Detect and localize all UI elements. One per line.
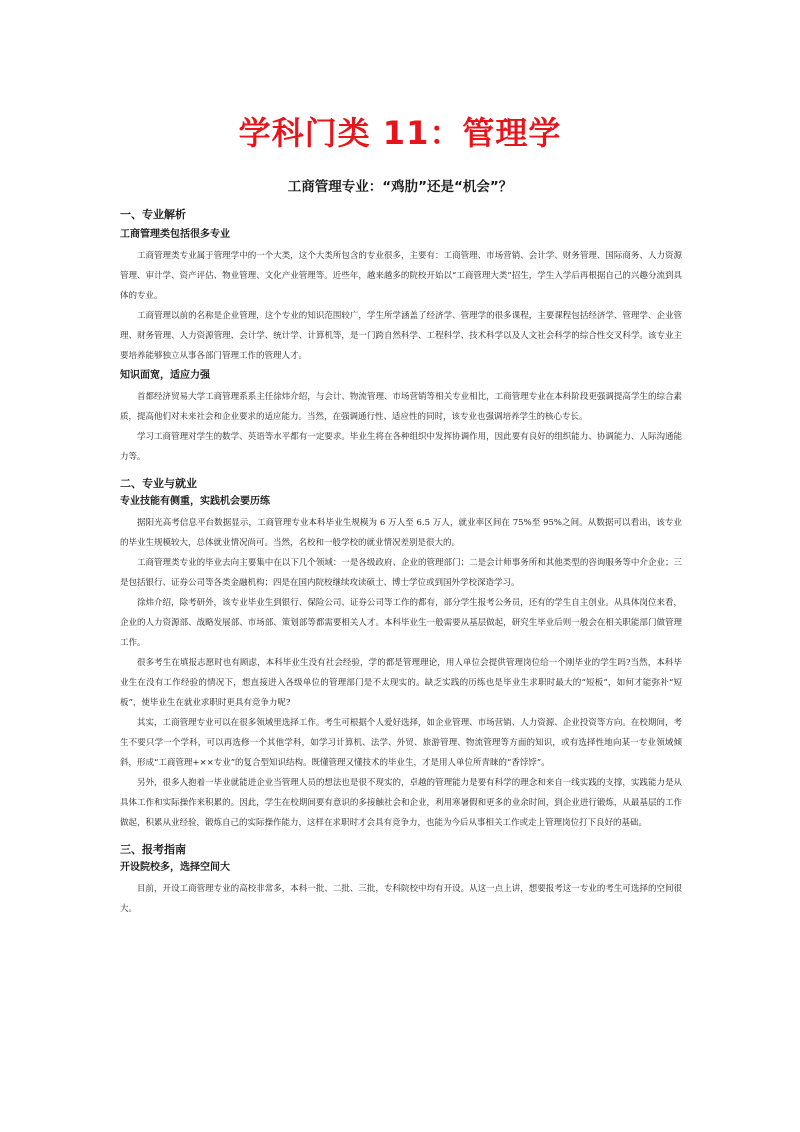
subsection-heading: 专业技能有侧重，实践机会要历练 (120, 496, 270, 507)
page-title: 学科门类 11：管理学 (238, 114, 562, 152)
paragraph: 学习工商管理对学生的数学、英语等水平都有一定要求。毕业生将在各种组织中发挥协调作用，因此要有良好的组织能力、协调能力、人际沟通能力等。 (120, 432, 682, 462)
section-major-analysis (120, 208, 682, 467)
paragraph: 据阳光高考信息平台数据显示，工商管理专业本科毕业生规模为 6 万人至 6.5 万人，就业率区间在 75%至 95%之间。从数据可以看出，该专业的毕业生规模较大，总体就业情况尚可。当然，名校和一般学校的就业情况差别是很大的。 (120, 518, 682, 548)
subsection-heading: 知识面宽，适应力强 (120, 370, 210, 381)
paragraph: 很多考生在填报志愿时也有顾虑，本科毕业生没有社会经验，学的都是管理理论，用人单位会提供管理岗位给一个刚毕业的学生吗?当然，本科毕业生在没有工作经验的情况下，想直接进入各级单位的管理部门是不太现实的。缺乏实践的历练也是毕业生求职时最大的“短板”，如何才能弥补“短板”，使毕业生在就业求职时更具有竞争力呢? (120, 658, 682, 708)
subsection-heading: 工商管理类包括很多专业 (120, 229, 230, 240)
paragraph: 其实，工商管理专业可以在很多领域里选择工作。考生可根据个人爱好选择，如企业管理、市场营销、人力资源、企业投资等方向。在校期间，考生不要只学一个学科，可以再选修一个其他学科，如学习计算机、法学、外贸、旅游管理、物流管理等方面的知识，或有选择性地向某一专业领域倾斜，形成“工商管理+××专业”的复合型知识结构。既懂管理又懂技术的毕业生，才是用人单位所青睐的“香饽饽”。 (120, 718, 682, 768)
document-body (120, 208, 682, 919)
section-heading: 二、专业与就业 (120, 477, 197, 490)
paragraph: 徐炜介绍，除考研外，该专业毕业生到银行、保险公司、证券公司等工作的都有，部分学生报考公务员，还有的学生自主创业。从具体岗位来看，企业的人力资源部、战略发展部、市场部、策划部等都需要相关人才。本科毕业生一般需要从基层做起，研究生毕业后则一般会在相关职能部门做管理工作。 (120, 598, 682, 648)
subsection-heading: 开设院校多，选择空间大 (120, 862, 230, 873)
paragraph: 目前，开设工商管理专业的高校非常多，本科一批、二批、三批，专科院校中均有开设。从这一点上讲，想要报考这一专业的考生可选择的空间很大。 (120, 884, 682, 914)
section-heading: 一、专业解析 (120, 208, 186, 221)
page-subtitle: 工商管理专业：“鸡肋”还是“机会”？ (287, 179, 513, 195)
paragraph: 工商管理以前的名称是企业管理，这个专业的知识范围较广，学生所学涵盖了经济学、管理学的很多课程，主要课程包括经济学、管理学、企业管理、财务管理、人力资源管理、会计学、统计学、计算机等，是一门跨自然科学、工程科学、技术科学以及人文社会科学的综合性交叉科学。该专业主要培养能够独立从事各部门管理工作的管理人才。 (120, 311, 682, 361)
paragraph: 另外，很多人抱着一毕业就能进企业当管理人员的想法也是很不现实的，卓越的管理能力是要有科学的理念和来自一线实践的支撑，实践能力是从具体工作和实际操作来积累的。因此，学生在校期间要有意识的多接触社会和企业，利用寒暑假和更多的业余时间，到企业进行锻炼，从最基层的工作做起，积累从业经验，锻炼自己的实际操作能力，这样在求职时才会具有竞争力，也能为今后从事相关工作或走上管理岗位打下良好的基础。 (120, 778, 682, 828)
paragraph: 工商管理类专业属于管理学中的一个大类，这个大类所包含的专业很多，主要有：工商管理、市场营销、会计学、财务管理、国际商务、人力资源管理、审计学、资产评估、物业管理、文化产业管理等。近些年，越来越多的院校开始以“工商管理大类”招生，学生入学后再根据自己的兴趣分流到具体的专业。 (120, 251, 682, 301)
section-application-guide (120, 843, 682, 919)
paragraph: 工商管理类专业的毕业去向主要集中在以下几个领域：一是各级政府、企业的管理部门；二是会计师事务所和其他类型的咨询服务等中介企业；三是包括银行、证券公司等各类金融机构；四是在国内院校继续攻读硕士、博士学位或到国外学校深造学习。 (120, 558, 682, 588)
paragraph: 首都经济贸易大学工商管理系系主任徐炜介绍，与会计、物流管理、市场营销等相关专业相比，工商管理专业在本科阶段更强调提高学生的综合素质，提高他们对未来社会和企业要求的适应能力。当然，在强调通行性、适应性的同时，该专业也强调培养学生的核心专长。 (120, 392, 682, 422)
section-heading: 三、报考指南 (120, 843, 186, 856)
section-major-employment (120, 477, 682, 833)
